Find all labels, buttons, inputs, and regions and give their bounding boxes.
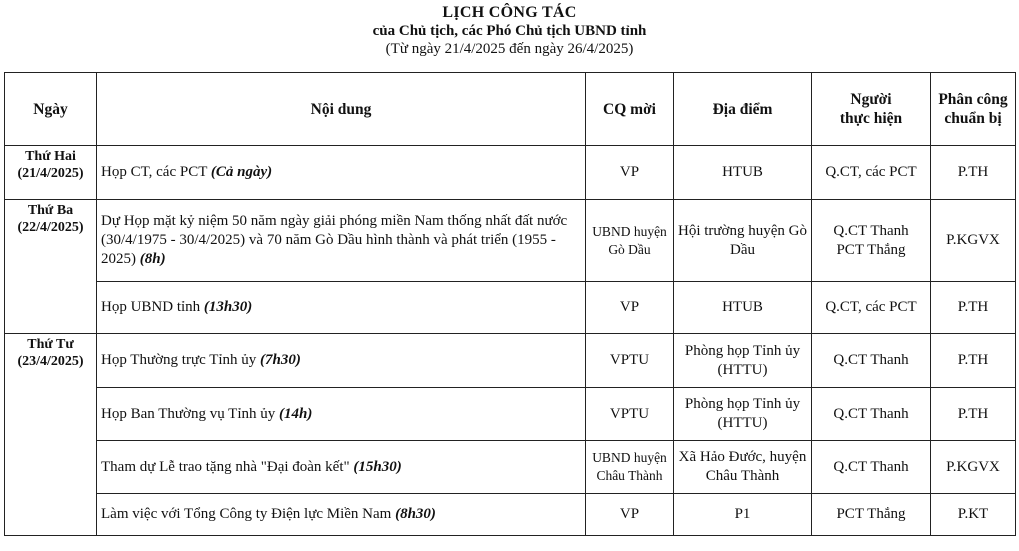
day-name: Thứ Tư (27, 337, 74, 352)
event-time: (14h) (279, 405, 313, 422)
event-location: P1 (674, 494, 812, 536)
table-row (5, 282, 1016, 334)
event-content (97, 334, 586, 388)
event-text: Làm việc với Tổng Công ty Điện lực Miền Nam (101, 506, 392, 522)
event-time: (8h30) (395, 506, 436, 522)
table-row (5, 200, 1016, 282)
event-performer: Q.CT Thanh (812, 441, 931, 494)
event-time: (15h30) (353, 458, 402, 475)
col-header-inviter: CQ mời (586, 73, 674, 146)
event-prep: P.TH (931, 388, 1016, 441)
table-row (5, 146, 1016, 200)
col-header-performer-l1: Người (850, 91, 892, 108)
day-date: (21/4/2025) (17, 166, 84, 181)
event-time: (13h30) (203, 299, 253, 315)
event-time: (7h30) (260, 352, 301, 368)
col-header-performer-l2: thực hiện (839, 110, 903, 127)
day-cell (5, 146, 97, 200)
col-header-performer (812, 73, 931, 146)
day-cell (5, 200, 97, 334)
event-location: Phòng họp Tỉnh ủy (HTTU) (674, 388, 812, 441)
col-header-prep-l1: Phân công (938, 91, 1008, 108)
event-text: Dự Họp mặt kỷ niệm 50 năm ngày giải phóng miền Nam thống nhất đất nước (30/4/1975 - 30/4/2025) và 70 năm Gò Dầu hình thành và phát triển (1955 - 2025) (101, 213, 568, 267)
event-location: Hội trường huyện Gò Dầu (674, 200, 812, 282)
event-text: Họp Ban Thường vụ Tỉnh ủy (101, 405, 276, 422)
event-prep: P.KGVX (931, 200, 1016, 282)
event-prep: P.KGVX (931, 441, 1016, 494)
event-location: HTUB (674, 146, 812, 200)
day-cell (5, 334, 97, 536)
event-time: (Cả ngày) (210, 164, 273, 180)
col-header-content: Nội dung (97, 73, 586, 146)
event-content (97, 388, 586, 441)
event-prep: P.TH (931, 282, 1016, 334)
col-header-prep (931, 73, 1016, 146)
event-location: Phòng họp Tỉnh ủy (HTTU) (674, 334, 812, 388)
event-text: Họp Thường trực Tỉnh ủy (101, 352, 257, 368)
event-performer (812, 200, 931, 282)
document-header (0, 0, 1019, 58)
event-inviter: VP (586, 282, 674, 334)
table-row (5, 494, 1016, 536)
event-content (97, 494, 586, 536)
day-name: Thứ Ba (27, 203, 74, 218)
event-inviter: VP (586, 146, 674, 200)
col-header-prep-l2: chuẩn bị (944, 110, 1002, 127)
event-inviter: VPTU (586, 388, 674, 441)
day-name: Thứ Hai (25, 149, 76, 164)
event-content (97, 146, 586, 200)
event-text: Tham dự Lễ trao tặng nhà "Đại đoàn kết" (101, 458, 350, 475)
event-inviter: VPTU (586, 334, 674, 388)
event-content (97, 441, 586, 494)
col-header-location: Địa điểm (674, 73, 812, 146)
event-prep: P.KT (931, 494, 1016, 536)
event-performer: Q.CT, các PCT (812, 146, 931, 200)
event-content (97, 200, 586, 282)
table-row (5, 388, 1016, 441)
document-title: LỊCH CÔNG TÁC (442, 4, 577, 21)
col-header-day: Ngày (5, 73, 97, 146)
event-performer: Q.CT Thanh (812, 334, 931, 388)
event-inviter: UBND huyện Châu Thành (586, 441, 674, 494)
date-range: (Từ ngày 21/4/2025 đến ngày 26/4/2025) (385, 41, 634, 57)
document-subtitle: của Chủ tịch, các Phó Chủ tịch UBND tỉnh (372, 23, 647, 39)
event-time: (8h) (139, 251, 166, 267)
event-prep: P.TH (931, 146, 1016, 200)
event-performer: Q.CT, các PCT (812, 282, 931, 334)
event-prep: P.TH (931, 334, 1016, 388)
table-row (5, 441, 1016, 494)
schedule-table (4, 72, 1016, 536)
event-content (97, 282, 586, 334)
performer-line: Q.CT Thanh (833, 222, 909, 239)
event-location: Xã Hảo Đước, huyện Châu Thành (674, 441, 812, 494)
event-text: Họp UBND tỉnh (101, 299, 201, 315)
event-location: HTUB (674, 282, 812, 334)
event-text: Họp CT, các PCT (101, 164, 208, 180)
table-row (5, 334, 1016, 388)
day-date: (23/4/2025) (17, 354, 84, 369)
event-performer: PCT Thắng (812, 494, 931, 536)
event-performer: Q.CT Thanh (812, 388, 931, 441)
table-header-row (5, 73, 1016, 146)
day-date: (22/4/2025) (17, 220, 84, 235)
event-inviter: VP (586, 494, 674, 536)
event-inviter: UBND huyện Gò Dầu (586, 200, 674, 282)
performer-line: PCT Thắng (836, 241, 906, 258)
